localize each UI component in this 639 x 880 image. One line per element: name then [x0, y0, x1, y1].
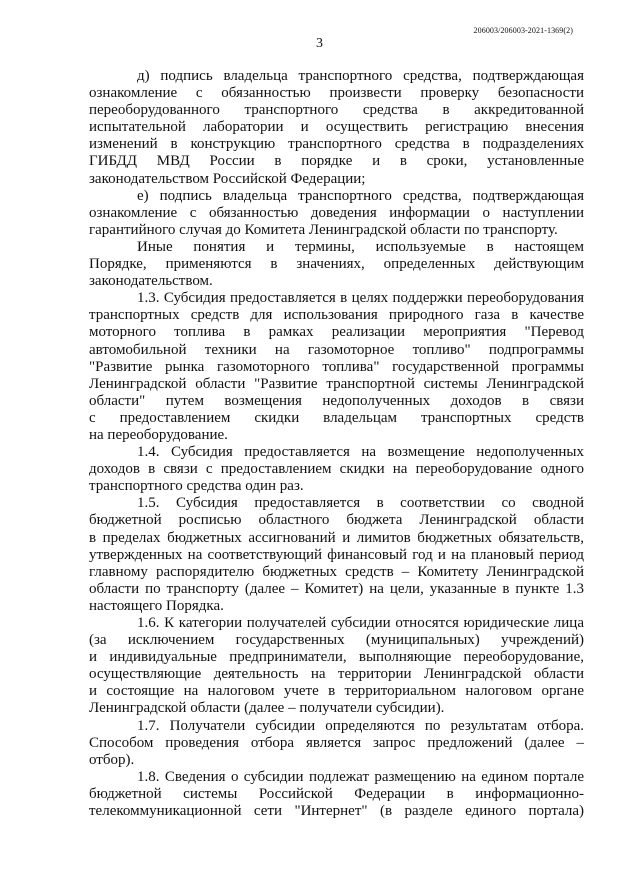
page-number: 3 [316, 36, 323, 51]
text-line: д) подпись владельца транспортного средства, подтверждающая [137, 68, 584, 84]
text-line: 1.6. К категории получателей субсидии относятся юридические лица [137, 615, 584, 631]
text-line: на переоборудование. [89, 426, 228, 443]
text-line: осуществляющие деятельность на территории Ленинградской области [89, 666, 584, 683]
text-line: отбор). [89, 751, 135, 768]
text-line: 1.8. Сведения о субсидии подлежат размещению на едином портале [137, 768, 584, 785]
text-line: ознакомление с обязанностью доведения информации о наступлении [89, 204, 584, 221]
text-line: 1.3. Субсидия предоставляется в целях поддержки переоборудования [137, 290, 584, 307]
text-line: и индивидуальные предприниматели, выполняющие переоборудование, [89, 649, 584, 666]
text-line: бюджетной системы Российской Федерации в информационно- [89, 785, 584, 802]
text-line: доходов в связи с предоставлением скидки на переоборудование одного [89, 461, 584, 478]
text-line: транспортного средства один раз. [89, 478, 304, 495]
text-line: бюджетной росписью областного бюджета Ленинградской области [89, 512, 584, 529]
text-line: ГИБДД МВД России в порядке и в сроки, установленные [89, 153, 584, 170]
text-line: законодательством Российской Федерации; [89, 170, 366, 187]
text-line: транспортных средств для использования природного газа в качестве [89, 307, 584, 324]
text-line: (за исключением государственных (муниципальных) учреждений) [89, 632, 584, 649]
text-line: Ленинградской области (далее – получатели субсидии). [89, 700, 445, 717]
text-line: е) подпись владельца транспортного средства, подтверждающая [137, 187, 584, 204]
text-line: испытательной лаборатории и осуществить регистрацию внесения [89, 119, 584, 136]
text-line: моторного топлива в рамках реализации мероприятия "Перевод [89, 324, 584, 341]
text-line: автомобильной техники на газомоторное топливо" подпрограммы [89, 341, 584, 358]
document-body [89, 68, 584, 820]
text-line: Способом проведения отбора является запрос предложений (далее – [89, 734, 584, 751]
text-line: гарантийного случая до Комитета Ленинградской области по транспорту. [89, 221, 558, 238]
text-line: 1.7. Получатели субсидии определяются по результатам отбора. [137, 717, 584, 734]
text-line: 1.5. Субсидия предоставляется в соответствии со сводной [137, 495, 584, 512]
text-line: области по транспорту (далее – Комитет) на цели, указанные в пункте 1.3 [89, 580, 584, 597]
text-line: ознакомление с обязанностью произвести проверку безопасности [89, 85, 584, 102]
text-line: области" путем возмещения недополученных доходов в связи [89, 392, 584, 409]
text-line: Иные понятия и термины, используемые в настоящем [137, 238, 584, 255]
text-line: изменений в конструкцию транспортного средства в подразделениях [89, 136, 584, 153]
text-line: телекоммуникационной сети "Интернет" (в разделе единого портала) [89, 803, 584, 820]
text-line: с предоставлением скидки владельцам транспортных средств [89, 409, 584, 426]
text-line: переоборудованного транспортного средства в аккредитованной [89, 102, 584, 119]
text-line: "Развитие рынка газомоторного топлива" государственной программы [89, 358, 584, 375]
text-line: и состоящие на налоговом учете в территориальном налоговом органе [89, 683, 584, 700]
document-id: 206003/206003-2021-1369(2) [473, 26, 573, 35]
text-line: утвержденных на соответствующий финансовый год и на плановый период [89, 546, 584, 563]
text-line: настоящего Порядка. [89, 597, 224, 614]
text-line: законодательством. [89, 273, 213, 290]
text-line: Порядке, применяются в значениях, определенных действующим [89, 256, 584, 273]
text-line: Ленинградской области "Развитие транспортной системы Ленинградской [89, 375, 584, 392]
text-line: 1.4. Субсидия предоставляется на возмещение недополученных [137, 444, 584, 461]
text-line: в пределах бюджетных ассигнований и лимитов бюджетных обязательств, [89, 529, 584, 546]
text-line: главному распорядителю бюджетных средств – Комитету Ленинградской [89, 563, 584, 580]
